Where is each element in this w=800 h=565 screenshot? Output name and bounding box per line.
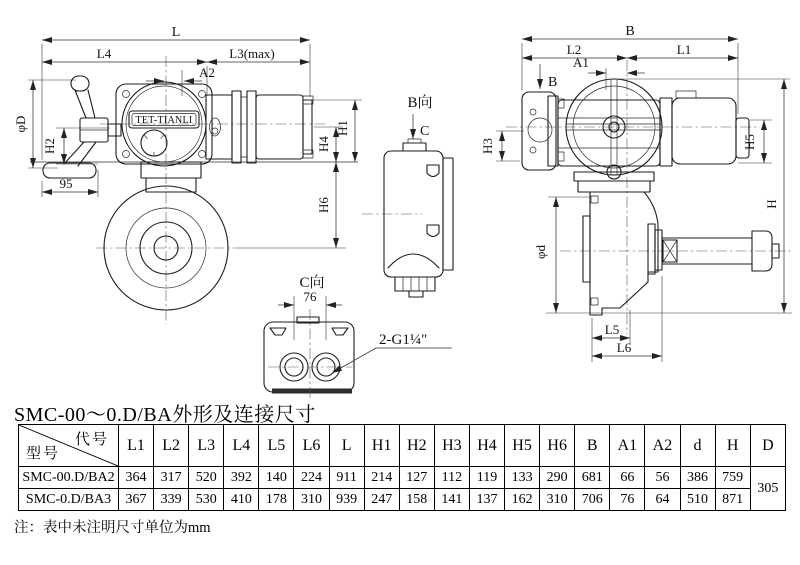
table-cell: 310	[540, 489, 575, 511]
dim-label-H5: H5	[742, 134, 757, 150]
table-cell: 317	[154, 467, 189, 489]
table-cell: 530	[189, 489, 224, 511]
table-cell: 386	[680, 467, 715, 489]
dim-label-H3: H3	[480, 138, 495, 154]
table-cell: 162	[505, 489, 540, 511]
table-cell: 367	[119, 489, 154, 511]
dim-label-H4: H4	[316, 136, 331, 152]
corner-label-code: 代号	[74, 432, 109, 448]
table-cell: 939	[329, 489, 364, 511]
model-name: SMC-00.D/BA2	[19, 467, 119, 489]
dim-label-H6: H6	[316, 197, 331, 213]
switch-box-body	[362, 139, 453, 297]
table-cell: 290	[540, 467, 575, 489]
table-row	[19, 467, 786, 489]
view-c	[264, 274, 452, 398]
column-header: d	[680, 425, 715, 467]
table-cell: 119	[469, 467, 504, 489]
column-header: L4	[224, 425, 259, 467]
handwheel-side-profile	[43, 76, 121, 178]
column-header: H1	[364, 425, 399, 467]
table-cell: 410	[224, 489, 259, 511]
table-cell: 520	[189, 467, 224, 489]
dim-label-H2: H2	[42, 138, 57, 154]
dim-label-B: B	[625, 24, 635, 39]
view-b-direction-label: B	[548, 75, 558, 90]
dim-label-A1: A1	[573, 55, 589, 70]
unit-note: 注：表中未注明尺寸单位为mm	[14, 520, 211, 536]
table-cell: 339	[154, 489, 189, 511]
column-header: H	[715, 425, 750, 467]
dim-label-76: 76	[303, 289, 317, 304]
column-header: L1	[119, 425, 154, 467]
dim-label-phid: φd	[533, 244, 548, 260]
view-b	[362, 94, 453, 297]
column-header: L3	[189, 425, 224, 467]
side-view-dimensions	[480, 24, 790, 362]
table-cell: 681	[575, 467, 610, 489]
dim-label-A2: A2	[199, 65, 215, 80]
dim-label-L6: L6	[616, 340, 632, 355]
dim-label-L4: L4	[96, 46, 112, 61]
view-c-title: C向	[299, 275, 325, 291]
dim-label-L: L	[171, 25, 181, 40]
column-header: D	[750, 425, 785, 467]
table-cell: 137	[469, 489, 504, 511]
dim-label-95: 95	[59, 176, 73, 191]
motor-side	[660, 91, 749, 166]
dim-label-L1: L1	[676, 42, 692, 57]
table-cell: 310	[294, 489, 329, 511]
column-header: L5	[259, 425, 294, 467]
table-cell: 392	[224, 467, 259, 489]
table-cell: 871	[715, 489, 750, 511]
dim-label-H1: H1	[335, 120, 350, 136]
table-cell: 127	[399, 467, 434, 489]
table-cell: 56	[645, 467, 680, 489]
dimension-table	[18, 424, 786, 511]
dim-label-L5: L5	[604, 322, 620, 337]
view-b-arrow-c-label: C	[420, 124, 430, 139]
thread-callout: 2-G1¼"	[379, 332, 428, 348]
dim-label-H: H	[764, 199, 779, 209]
table-cell: 133	[505, 467, 540, 489]
table-cell: 178	[259, 489, 294, 511]
column-header: H2	[399, 425, 434, 467]
table-cell: 66	[610, 467, 645, 489]
view-b-title: B向	[407, 95, 433, 111]
table-cell: 158	[399, 489, 434, 511]
dim-label-L2: L2	[566, 42, 582, 57]
column-header: H4	[469, 425, 504, 467]
column-header: L6	[294, 425, 329, 467]
table-cell: 247	[364, 489, 399, 511]
table-cell: 140	[259, 467, 294, 489]
dim-label-phiD: φD	[13, 115, 28, 133]
column-header: B	[575, 425, 610, 467]
column-header: H3	[434, 425, 469, 467]
table-cell: 141	[434, 489, 469, 511]
conduit-flange-body	[264, 309, 354, 398]
table-cell: 706	[575, 489, 610, 511]
bevel-gear-case	[574, 172, 779, 315]
column-header: H6	[540, 425, 575, 467]
table-corner-cell	[19, 425, 119, 467]
page-title: SMC-00～0.D/BA外形及连接尺寸	[14, 404, 316, 426]
handwheel-front-face	[566, 79, 662, 179]
table-cell: 911	[329, 467, 364, 489]
column-header: L2	[154, 425, 189, 467]
nameplate-text: TET-TIANLI	[135, 115, 193, 126]
table-cell: 510	[680, 489, 715, 511]
table-cell: 759	[715, 467, 750, 489]
column-header: H5	[505, 425, 540, 467]
column-header: L	[329, 425, 364, 467]
table-cell: 224	[294, 467, 329, 489]
table-cell-merged-D: 305	[750, 467, 785, 511]
table-cell: 76	[610, 489, 645, 511]
table-cell: 112	[434, 467, 469, 489]
output-wheel	[104, 162, 228, 310]
model-name: SMC-0.D/BA3	[19, 489, 119, 511]
table-row	[19, 489, 786, 511]
corner-label-model: 型号	[26, 446, 61, 462]
motor-assembly-front	[206, 91, 313, 163]
column-header: A2	[645, 425, 680, 467]
dim-label-L3max: L3(max)	[229, 46, 275, 61]
table-cell: 214	[364, 467, 399, 489]
table-cell: 364	[119, 467, 154, 489]
table-cell: 64	[645, 489, 680, 511]
side-view	[480, 24, 792, 362]
column-header: A1	[610, 425, 645, 467]
